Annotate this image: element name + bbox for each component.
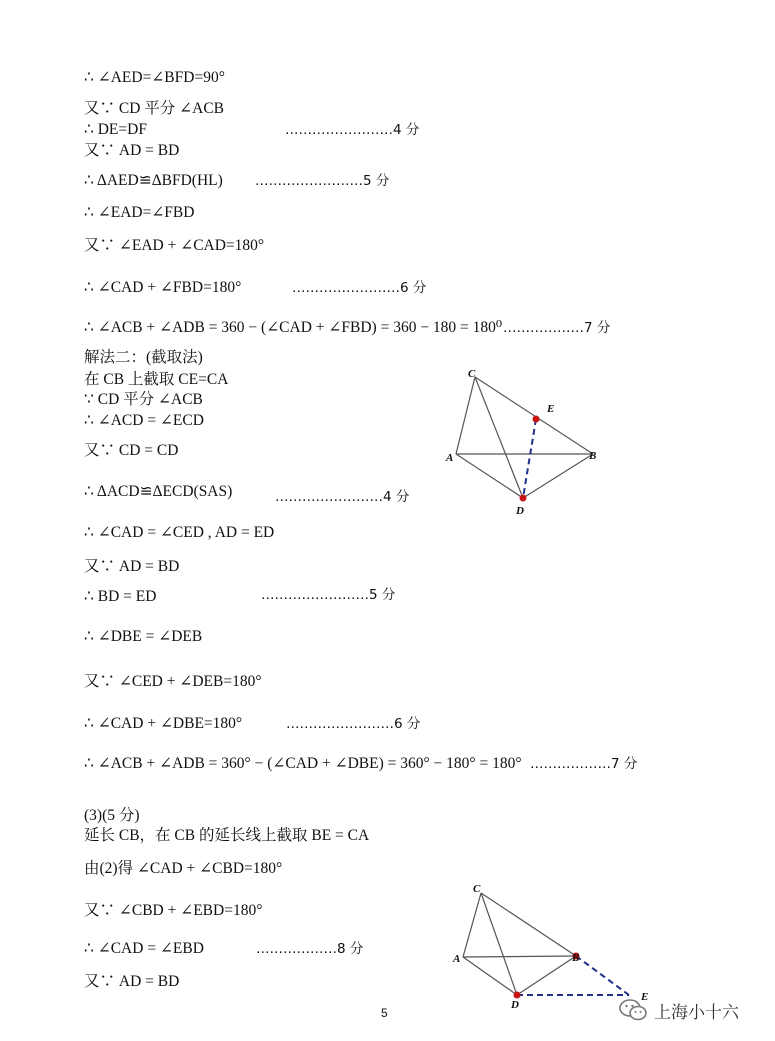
label-d: D [511,999,519,1011]
solution-line: ∴ ∠ACB + ∠ADB = 360° − (∠CAD + ∠DBE) = 360° − 180° = 180° [84,755,522,772]
score-marker: ……………………6 分 [286,716,421,732]
watermark [618,996,739,1024]
label-c: C [468,368,476,380]
label-a: A [446,452,454,464]
solution-line: 又∵ AD = BD [84,973,180,990]
segment-cd [481,893,517,995]
label-a: A [453,953,461,965]
segment-bd [517,956,576,995]
solution-line: ∴ ∠CAD = ∠EBD [84,940,204,957]
solution-line: ∴ ∠EAD=∠FBD [84,204,195,221]
segment-ed-dashed [523,419,536,498]
solution-line: 又∵ CD 平分 ∠ACB [84,100,225,117]
score-marker: ………………7 分 [530,756,638,772]
solution-line: ∴ BD = ED [84,588,157,605]
watermark-text: 上海小十六 [654,1002,739,1023]
segment-cd [475,377,523,498]
segment-cb [481,893,576,956]
solution-line: ∴ ∠CAD = ∠CED , AD = ED [84,524,275,541]
point-e [533,416,540,423]
solution-line: 延长 CB，在 CB 的延长线上截取 BE = CA [84,827,370,844]
label-e: E [641,991,649,1003]
solution-line: ∴ ∠DBE = ∠DEB [84,628,203,645]
label-c: C [473,883,481,895]
solution-line: ∴ ΔAED≌ΔBFD(HL) [84,172,223,189]
solution-line: 又∵ ∠EAD + ∠CAD=180° [84,237,265,254]
solution-line: (3)(5 分) [84,807,140,824]
segment-cb [475,377,593,454]
segment-ad [463,957,517,995]
score-marker: ……………………4 分 [275,489,410,505]
wechat-icon [618,997,648,1023]
solution-line: ∴ ∠ACB + ∠ADB = 360 − (∠CAD + ∠FBD) = 360 − 180 = 180⁰ [84,319,503,336]
figure-1 [440,365,610,520]
segment-bd [523,454,593,498]
score-marker: ……………………6 分 [292,280,427,296]
segment-ab [463,956,576,957]
solution-line: 解法二：(截取法) [84,349,203,366]
solution-line: 又∵ ∠CBD + ∠EBD=180° [84,902,263,919]
solution-line: 又∵ ∠CED + ∠DEB=180° [84,673,262,690]
point-d [514,992,521,999]
solution-line: ∴ ∠ACD = ∠ECD [84,412,204,429]
label-e: E [547,403,555,415]
point-d [520,495,527,502]
solution-line: 又∵ AD = BD [84,142,180,159]
score-marker: ………………8 分 [256,941,364,957]
solution-line: 又∵ AD = BD [84,558,180,575]
solution-line: 在 CB 上截取 CE=CA [84,371,229,388]
solution-line: ∴ ∠CAD + ∠FBD=180° [84,279,242,296]
solution-line: ∴ DE=DF [84,121,147,138]
solution-line: ∴ ∠AED=∠BFD=90° [84,69,225,86]
label-d: D [516,505,524,517]
score-marker: ……………………5 分 [261,587,396,603]
segment-ca [456,377,475,454]
solution-line: ∴ ΔACD≌ΔECD(SAS) [84,483,233,500]
score-marker: ………………7 分 [503,320,611,336]
solution-line: ∵ CD 平分 ∠ACB [84,391,203,408]
score-marker: ……………………4 分 [285,122,420,138]
solution-line: 由(2)得 ∠CAD + ∠CBD=180° [84,860,283,877]
solution-line: ∴ ∠CAD + ∠DBE=180° [84,715,243,732]
segment-ca [463,893,481,957]
solution-line: 又∵ CD = CD [84,442,179,459]
figure-2 [445,878,660,1013]
page-number: 5 [381,1006,388,1020]
score-marker: ……………………5 分 [255,173,390,189]
segment-ad [456,454,523,498]
segment-be-dashed [576,956,629,995]
label-b: B [589,450,597,462]
label-b: B [572,952,580,964]
